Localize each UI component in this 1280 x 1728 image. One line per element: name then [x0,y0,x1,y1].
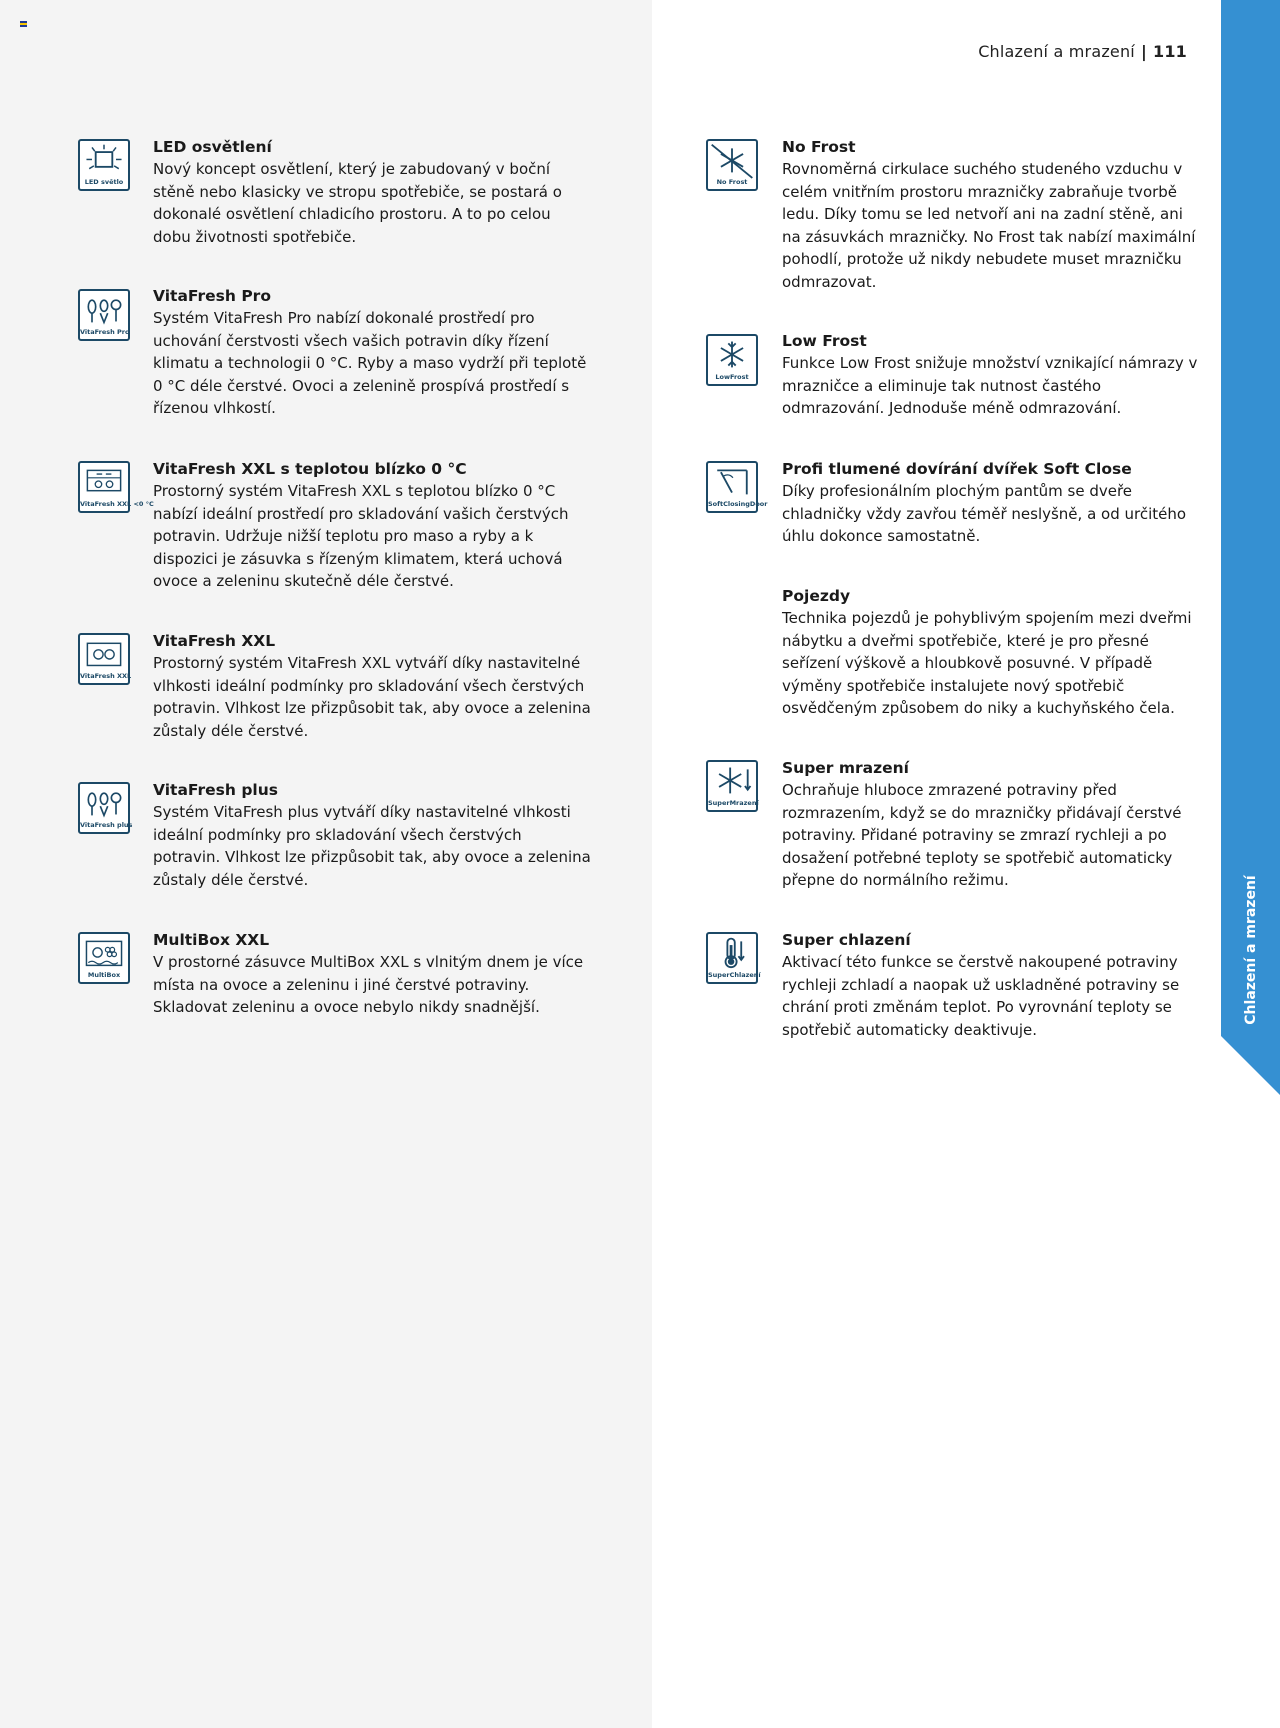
feature-soft-close [782,458,1202,548]
feature-title: VitaFresh XXL [153,632,276,650]
feature-title: LED osvětlení [153,138,272,156]
feature-pojezdy [782,585,1202,720]
feature-description: Systém VitaFresh plus vytváří díky nastavitelné vlhkosti ideální podmínky pro skladování všech čerstvých potravin. Vlhkost lze přizpůsobit tak, aby ovoce a zelenina zůstaly déle čerstvé. [153,803,591,889]
no-frost-icon: No Frost [706,139,758,191]
feature-description: Prostorný systém VitaFresh XXL s teplotou blízko 0 °C nabízí ideální prostředí pro skladování vašich čerstvých potravin. Udržuje nižší teplotu pro maso a ryby a k dispozici je zásuvka s řízeným klimatem, která uchová ovoce a zeleninu skutečně déle čerstvé. [153,482,569,591]
feature-no-frost [782,136,1202,294]
feature-vitafresh-xxl [153,630,593,742]
feature-title: Pojezdy [782,587,851,605]
feature-vitafresh-xxl-0c [153,458,593,593]
soft-closing-door-icon: SoftClosingDoor [706,461,758,513]
feature-title: Profi tlumené dovírání dvířek Soft Close [782,460,1132,478]
feature-low-frost [782,330,1202,420]
header-separator: | [1140,42,1147,61]
feature-description: Systém VitaFresh Pro nabízí dokonalé prostředí pro uchování čerstvosti všech vašich potravin díky řízení klimatu a technologii 0 °C. Ryby a maso vydrží při teplotě 0 °C déle čerstvé. Ovoci a zelenině prospívá prostředí s řízenou vlhkostí. [153,309,587,418]
led-light-icon: LED světlo [78,139,130,191]
feature-description: Technika pojezdů je pohyblivým spojením mezi dveřmi nábytku a dveřmi spotřebiče, které je pro přesné seřízení výškově a hloubkově posuvné. V případě výměny spotřebiče instalujete nový spotřebič osvědčeným způsobem do niky a kuchyňského čela. [782,609,1192,718]
vitafresh-plus-icon: VitaFresh plus [78,782,130,834]
vitafresh-xxl-0c-icon: VitaFresh XXL <0 °C [78,461,130,513]
feature-led-osvetleni [153,136,593,248]
feature-title: VitaFresh XXL s teplotou blízko 0 °C [153,460,467,478]
section-title: Chlazení a mrazení [978,42,1135,61]
feature-description: Funkce Low Frost snižuje množství vznikající námrazy v mrazničce a eliminuje tak nutnost častého odmrazování. Jednoduše méně odmrazování. [782,354,1198,418]
feature-title: No Frost [782,138,856,156]
super-freezing-icon: SuperMrazení [706,760,758,812]
feature-super-chlazeni [782,929,1202,1041]
vitafresh-xxl-icon: VitaFresh XXL [78,633,130,685]
feature-vitafresh-pro [153,285,593,420]
feature-multibox-xxl [153,929,593,1019]
feature-description: Prostorný systém VitaFresh XXL vytváří díky nastavitelné vlhkosti ideální podmínky pro skladování všech čerstvých potravin. Vlhkost lze přizpůsobit tak, aby ovoce a zelenina zůstaly déle čerstvé. [153,654,591,740]
feature-description: Rovnoměrná cirkulace suchého studeného vzduchu v celém vnitřním prostoru mrazničky zabraňuje tvorbě ledu. Díky tomu se led netvoří ani na zadní stěně, ani na zásuvkách mrazničky. No Frost tak nabízí maximální pohodlí, protože už nikdy nebudete muset mrazničku odmrazovat. [782,160,1196,291]
feature-vitafresh-plus [153,779,593,891]
feature-title: VitaFresh Pro [153,287,271,305]
feature-title: Super chlazení [782,931,911,949]
feature-description: V prostorné zásuvce MultiBox XXL s vlnitým dnem je více místa na ovoce a zeleninu i jiné čerstvé potraviny. Skladovat zeleninu a ovoce nebylo nikdy snadnější. [153,953,584,1017]
page-header [978,42,1187,61]
feature-title: Super mrazení [782,759,909,777]
feature-title: Low Frost [782,332,867,350]
vitafresh-pro-icon: VitaFresh Pro [78,289,130,341]
feature-description: Aktivací této funkce se čerstvě nakoupené potraviny rychleji zchladí a naopak už uskladněné potraviny se chrání proti změnám teplot. Po vyrovnání teploty se spotřebič automaticky deaktivuje. [782,953,1180,1039]
side-tab-label: Chlazení a mrazení [1243,875,1259,1025]
feature-description: Ochraňuje hluboce zmrazené potraviny před rozmrazením, když se do mrazničky přidávají čerstvé potraviny. Přidané potraviny se zmrazí rychleji a po dosažení potřebné teploty se spotřebič automaticky přepne do normálního režimu. [782,781,1182,890]
super-cooling-icon: SuperChlazení [706,932,758,984]
feature-title: MultiBox XXL [153,931,270,949]
page-number: 111 [1153,42,1187,61]
flag-icon [20,21,27,27]
feature-description: Nový koncept osvětlení, který je zabudovaný v boční stěně nebo klasicky ve stropu spotřebiče, se postará o dokonalé osvětlení chladicího prostoru. A to po celou dobu životnosti spotřebiče. [153,160,562,246]
feature-description: Díky profesionálním plochým pantům se dveře chladničky vždy zavřou téměř neslyšně, a od určitého úhlu dokonce samostatně. [782,482,1187,546]
low-frost-icon: LowFrost [706,334,758,386]
multibox-icon: MultiBox [78,932,130,984]
feature-title: VitaFresh plus [153,781,278,799]
feature-super-mrazeni [782,757,1202,892]
